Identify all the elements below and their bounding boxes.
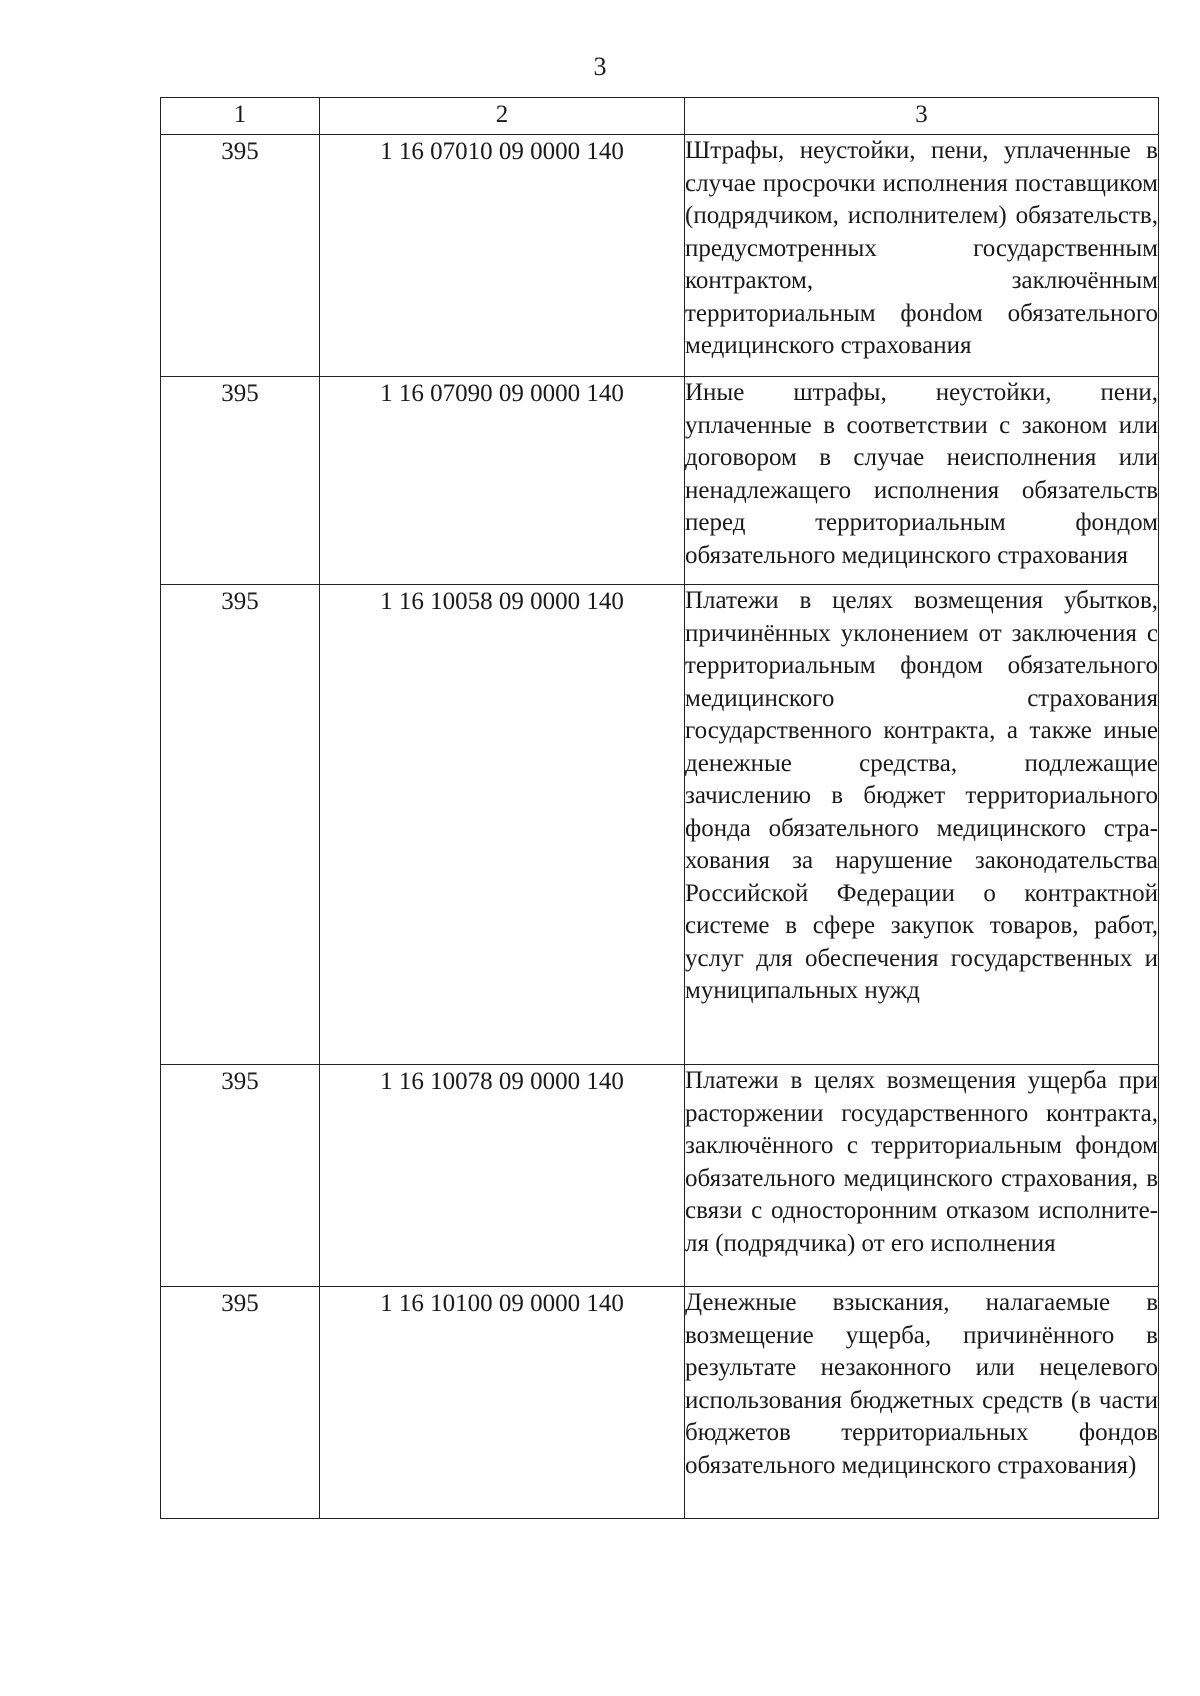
admin-code-cell: 395 — [161, 377, 320, 585]
kbk-code-cell: 1 16 07090 09 0000 140 — [320, 377, 685, 585]
description-cell: Иные штрафы, неустойки, пени, уплаченные в соответствии с законом или договором в случае неисполнения или ненадлежащего исполнения обязательств перед территориальным фондом обязательного медицинского страхования — [685, 377, 1159, 585]
description-cell: Платежи в целях возмещения убытков, причинённых уклонением от заключения с территориальным фондом обязательного медицинского страхования государственного контракта, а также иные денежные средства, подлежащие зачислению в бюджет территориального фонда обязательного медицинского страхования за нарушение законодательства Российской Федерации о контрактной системе в сфере закупок товаров, работ, услуг для обеспечения государственных и муниципальных нужд — [685, 585, 1159, 1065]
table-row — [161, 1287, 1159, 1519]
column-header-1: 1 — [161, 98, 320, 135]
table-row — [161, 585, 1159, 1065]
column-header-2: 2 — [320, 98, 685, 135]
description-cell: Штрафы, неустойки, пени, уплаченные в случае просрочки исполнения поставщиком (подрядчиком, исполнителем) обязательств, предусмотренных государственным контрактом, заключённым территориальным фонdом обязательного медицинского страхования — [685, 135, 1159, 377]
admin-code-cell: 395 — [161, 585, 320, 1065]
kbk-code-cell: 1 16 10078 09 0000 140 — [320, 1065, 685, 1287]
table-row — [161, 135, 1159, 377]
page-number: 3 — [593, 52, 607, 81]
budget-revenue-table — [160, 97, 1159, 1519]
kbk-code-cell: 1 16 10058 09 0000 140 — [320, 585, 685, 1065]
admin-code-cell: 395 — [161, 1065, 320, 1287]
table-row — [161, 1065, 1159, 1287]
description-cell: Платежи в целях возмещения ущерба при расторжении государственного контракта, заключённого с территориальным фондом обязательного медицинского страхования, в связи с односторонним отказом исполнителя (подрядчика) от его исполнения — [685, 1065, 1159, 1287]
kbk-code-cell: 1 16 07010 09 0000 140 — [320, 135, 685, 377]
admin-code-cell: 395 — [161, 1287, 320, 1519]
description-cell: Денежные взыскания, налагаемые в возмещение ущерба, причинённого в результате незаконного или нецелевого использования бюджетных средств (в части бюджетов территориальных фондов обязательного медицинского страхования) — [685, 1287, 1159, 1519]
column-header-3: 3 — [685, 98, 1159, 135]
table-header-row — [161, 98, 1159, 135]
admin-code-cell: 395 — [161, 135, 320, 377]
kbk-code-cell: 1 16 10100 09 0000 140 — [320, 1287, 685, 1519]
table-row — [161, 377, 1159, 585]
